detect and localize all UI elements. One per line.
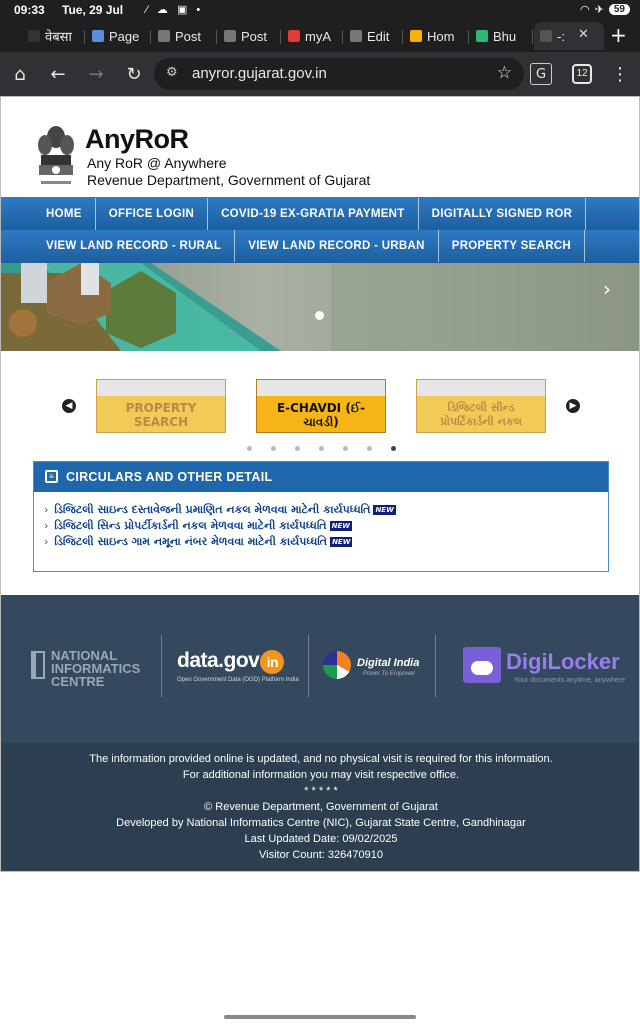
services-carousel [1, 351, 640, 461]
site-settings-icon[interactable]: ⚙ [166, 65, 178, 80]
nav-item[interactable]: DIGITALLY SIGNED ROR [419, 198, 587, 230]
ashoka-emblem-icon [33, 123, 79, 191]
tab-separator [468, 30, 469, 44]
address-bar[interactable] [154, 58, 524, 90]
tab-separator [532, 30, 533, 44]
back-arrow-icon[interactable]: ← [50, 63, 66, 85]
nav-row-1 [33, 198, 586, 230]
nic-mark-icon [31, 651, 45, 679]
tab-strip [0, 22, 640, 52]
browser-toolbar [0, 52, 640, 96]
digital-india-tagline: Power To Empower [363, 671, 416, 677]
tab-title: myA [305, 28, 331, 44]
datagov-logo[interactable]: data.gov in [177, 649, 284, 674]
partner-divider [308, 635, 309, 697]
circulars-title: CIRCULARS AND OTHER DETAIL [66, 470, 273, 484]
notification-icons: ⁄ ☁ ▣ • [146, 4, 204, 16]
carousel-dot[interactable] [367, 446, 372, 451]
status-bar [0, 0, 640, 22]
tab-favicon-icon [350, 30, 362, 42]
site-header [1, 121, 640, 197]
circulars-header [34, 462, 608, 492]
gesture-nav-bar[interactable] [224, 1015, 416, 1019]
hero-banner [1, 263, 640, 351]
browser-tab[interactable] [344, 22, 396, 50]
site-department: Revenue Department, Government of Gujarat [87, 172, 371, 188]
footer-visitor-count: Visitor Count: 326470910 [259, 849, 383, 861]
card-digitally-signed-propertycard[interactable]: ડિજિટલી સીન્ડ પ્રોપર્ટિકાર્ડની નકલ [416, 379, 546, 433]
tab-favicon-icon [224, 30, 236, 42]
chevron-right-icon: › [44, 503, 49, 516]
banner-image [1, 263, 640, 351]
tab-favicon-icon [158, 30, 170, 42]
reload-icon[interactable]: ↻ [126, 63, 142, 85]
carousel-next-icon[interactable]: ▶ [566, 399, 580, 413]
tab-separator [280, 30, 281, 44]
carousel-prev-icon[interactable]: ◀ [62, 399, 76, 413]
footer-copyright: © Revenue Department, Government of Gujarat [204, 801, 438, 813]
tab-title: Bhu [493, 28, 517, 44]
carousel-dots [247, 446, 396, 451]
tab-title: Page [109, 28, 140, 44]
footer-info-1: The information provided online is updated, and no physical visit is required for this information. [89, 753, 553, 765]
browser-tab[interactable] [152, 22, 210, 50]
web-page [0, 96, 640, 872]
partner-divider [161, 635, 162, 697]
browser-tab[interactable] [218, 22, 276, 50]
circular-link[interactable]: › ડિજિટલી સાઇન્ડ દસ્તાવેજની પ્રમાણિત નકલ મેળવવા માટેની કાર્યપધ્ધતિ NEW [44, 503, 394, 516]
footer-info-2: For additional information you may visit respective office. [182, 769, 460, 781]
tab-separator [342, 30, 343, 44]
new-badge: NEW [375, 506, 394, 514]
tab-separator [216, 30, 217, 44]
carousel-dot[interactable] [319, 446, 324, 451]
carousel-dot[interactable] [343, 446, 348, 451]
tab-favicon-icon [288, 30, 300, 42]
browser-tab[interactable] [22, 22, 78, 50]
circulars-list [34, 492, 608, 550]
home-icon[interactable]: ⌂ [14, 63, 26, 85]
digilocker-tagline: Your documents anytime, anywhere [514, 677, 626, 684]
partner-divider [435, 635, 436, 697]
carousel-dot[interactable] [247, 446, 252, 451]
translate-icon[interactable]: G [530, 63, 552, 85]
tab-switcher-button[interactable]: 12 [572, 64, 592, 84]
circulars-panel [33, 461, 609, 572]
browser-tab[interactable] [86, 22, 144, 50]
footer-stars: * * * * * [304, 785, 338, 797]
wifi-icon: ◠ [580, 4, 590, 16]
tab-favicon-icon [410, 30, 422, 42]
nav-item[interactable]: HOME [33, 198, 96, 230]
tab-separator [402, 30, 403, 44]
bookmark-star-icon[interactable]: ☆ [496, 63, 512, 83]
partners-strip: NATIONAL INFORMATICS CENTRE data.gov in Open Government Data (OGD) Platform India Digital India Power To Empower DigiLocker Your documents anytime, anywhere [1, 595, 640, 743]
circular-link[interactable]: › ડિજિટલી સિન્ડ પ્રોપર્ટીકાર્ડની નકલ મેળવવા માટેની કાર્યપધ્ધતિ NEW [44, 519, 350, 532]
site-footer [1, 743, 640, 872]
tab-title: Post [241, 28, 268, 44]
tab-title: -: [557, 28, 565, 44]
banner-next-chevron-icon[interactable]: › [603, 277, 611, 301]
main-nav [1, 197, 640, 263]
browser-tab[interactable] [282, 22, 338, 50]
nav-item[interactable]: VIEW LAND RECORD - RURAL [33, 230, 235, 262]
site-title[interactable]: AnyRoR [85, 124, 189, 154]
tab-title: Post [175, 28, 202, 44]
tab-title: वेबसा [45, 29, 72, 44]
browser-tab[interactable] [534, 22, 604, 50]
tab-favicon-icon [476, 30, 488, 42]
status-right [580, 3, 630, 16]
tab-title: Edit [367, 28, 390, 44]
tab-title: Hom [427, 28, 455, 44]
close-tab-icon[interactable]: ✕ [578, 27, 589, 42]
carousel-dot[interactable] [271, 446, 276, 451]
chevron-right-icon: › [44, 519, 49, 532]
new-badge: NEW [332, 538, 351, 546]
circular-link[interactable]: › ડિજિટલી સાઇન્ડ ગામ નમૂના નંબર મેળવવા માટેની કાર્યપધ્ધતિ NEW [44, 535, 351, 548]
new-tab-plus-icon[interactable]: + [610, 23, 627, 47]
digilocker-logo[interactable]: DigiLocker [506, 649, 620, 674]
footer-developed-by: Developed by National Informatics Centre (NIC), Gujarat State Centre, Gandhinagar [116, 817, 526, 829]
browser-tab[interactable] [470, 22, 528, 50]
footer-last-updated: Last Updated Date: 09/02/2025 [244, 833, 398, 845]
forward-arrow-icon[interactable]: → [88, 63, 104, 85]
card-property-search[interactable]: PROPERTY SEARCH [96, 379, 226, 433]
carousel-dot[interactable] [295, 446, 300, 451]
nav-row-2 [33, 230, 585, 262]
new-badge: NEW [331, 522, 350, 530]
datagov-tagline: Open Government Data (OGD) Platform India [177, 677, 299, 683]
nav-item[interactable]: PROPERTY SEARCH [439, 230, 585, 262]
chevron-right-icon: › [44, 535, 49, 548]
newspaper-icon: ≡ [45, 470, 58, 483]
nav-item[interactable]: OFFICE LOGIN [96, 198, 208, 230]
nav-item[interactable]: COVID-19 EX-GRATIA PAYMENT [208, 198, 419, 230]
digital-india-icon[interactable] [323, 651, 351, 679]
page-top-spacer [1, 97, 640, 121]
menu-kebab-icon[interactable]: ⋮ [611, 63, 629, 85]
card-e-chavdi[interactable]: E-CHAVDI (ઈ-ચાવડી) [256, 379, 386, 433]
url-text[interactable]: anyror.gujarat.gov.in [192, 65, 327, 82]
tab-favicon-icon [92, 30, 104, 42]
tab-favicon-icon [540, 30, 552, 42]
tab-separator [150, 30, 151, 44]
cloud-icon [471, 661, 493, 675]
carousel-dot[interactable] [391, 446, 396, 451]
status-time: 09:33 [14, 3, 45, 17]
battery-icon: 59 [609, 4, 630, 15]
site-tagline: Any RoR @ Anywhere [87, 155, 227, 171]
airplane-icon: ✈ [594, 4, 604, 16]
browser-tab[interactable] [404, 22, 462, 50]
digital-india-logo[interactable]: Digital India [357, 657, 420, 669]
tab-favicon-icon [28, 30, 40, 42]
nav-item[interactable]: VIEW LAND RECORD - URBAN [235, 230, 439, 262]
tab-separator [84, 30, 85, 44]
status-date: Tue, 29 Jul [62, 3, 124, 17]
banner-indicator-dot[interactable] [315, 311, 324, 320]
